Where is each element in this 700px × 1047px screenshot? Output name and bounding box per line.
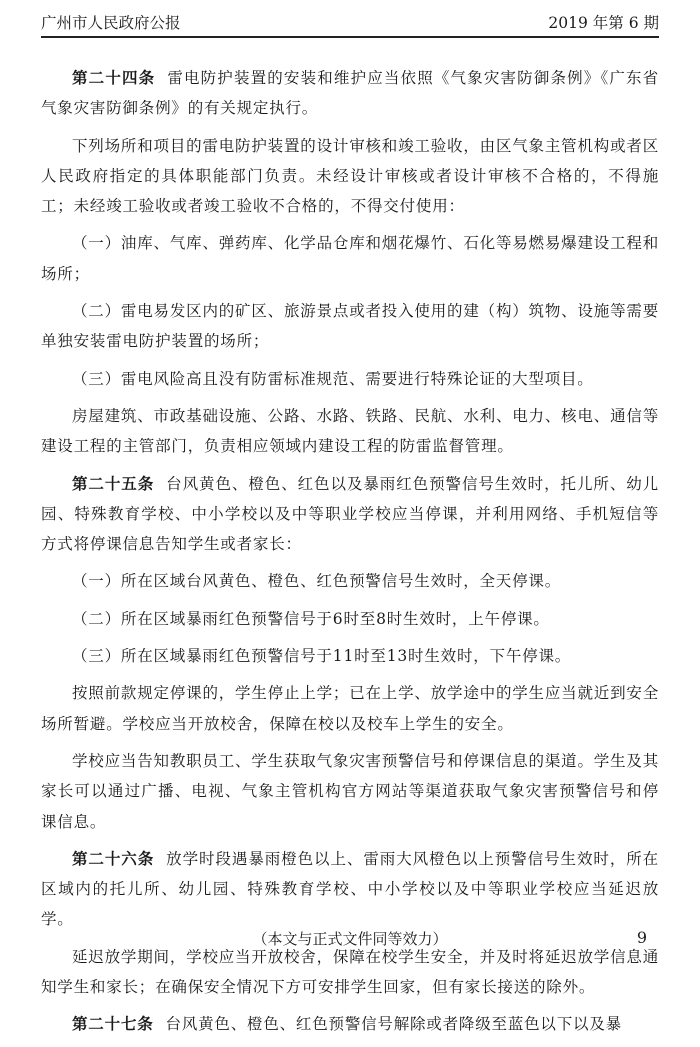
- paragraph-text: （二）所在区域暴雨红色预警信号于6时至8时生效时，上午停课。: [72, 609, 550, 628]
- paragraph-text: 台风黄色、橙色、红色预警信号解除或者降级至蓝色以下以及暴: [165, 1015, 622, 1034]
- article-25: [41, 469, 659, 560]
- paragraph-text: 学校应当告知教职员工、学生获取气象灾害预警信号和停课信息的渠道。学生及其家长可以通过广播、电视、气象主管机构官方网站等渠道获取气象灾害预警信号和停课信息。: [41, 751, 659, 831]
- list-item: [41, 364, 659, 394]
- paragraph-text: 房屋建筑、市政基础设施、公路、水路、铁路、民航、水利、电力、核电、通信等建设工程的主管部门，负责相应领域内建设工程的防雷监督管理。: [41, 406, 659, 456]
- footer-note: （本文与正式文件同等效力）: [252, 930, 448, 948]
- issue-number: 2019 年第 6 期: [548, 14, 659, 32]
- paragraph-text: 雷电防护装置的安装和维护应当依照《气象灾害防御条例》《广东省气象灾害防御条例》的有关规定执行。: [41, 69, 659, 118]
- paragraph-text: 台风黄色、橙色、红色以及暴雨红色预警信号生效时，托儿所、幼儿园、特殊教育学校、中小学校以及中等职业学校应当停课，并利用网络、手机短信等方式将停课信息告知学生或者家长：: [41, 474, 659, 554]
- paragraph-text: （二）雷电易发区内的矿区、旅游景点或者投入使用的建（构）筑物、设施等需要单独安装雷电防护装置的场所；: [41, 302, 659, 351]
- article-title: 第二十四条: [72, 68, 156, 87]
- paragraph: [41, 131, 659, 222]
- list-item: [41, 604, 659, 634]
- paragraph-text: 延迟放学期间，学校应当开放校舍，保障在校学生安全，并及时将延迟放学信息通知学生和家长；在确保安全情况下方可安排学生回家，但有家长接送的除外。: [41, 947, 659, 997]
- paragraph: [41, 401, 659, 462]
- article-title: 第二十七条: [72, 1014, 154, 1034]
- article-title: 第二十六条: [72, 848, 155, 868]
- paragraph-text: （三）雷电风险高且没有防雷标准规范、需要进行特殊论证的大型项目。: [72, 369, 594, 388]
- paragraph-text: （一）油库、气库、弹药库、化学品仓库和烟花爆竹、石化等易燃易爆建设工程和场所；: [41, 234, 659, 283]
- list-item: [41, 566, 659, 596]
- paragraph-text: 放学时段遇暴雨橙色以上、雷雨大风橙色以上预警信号生效时，所在区域内的托儿所、幼儿园、特殊教育学校、中小学校以及中等职业学校应当延迟放学。: [41, 849, 659, 929]
- article-27: [41, 1009, 659, 1039]
- list-item: [41, 296, 659, 357]
- paragraph: [41, 678, 659, 739]
- article-26: [41, 844, 659, 935]
- article-24: [41, 63, 659, 124]
- article-title: 第二十五条: [72, 473, 155, 493]
- paragraph-text: 下列场所和项目的雷电防护装置的设计审核和竣工验收，由区气象主管机构或者区人民政府指定的具体职能部门负责。未经设计审核或者设计审核不合格的，不得施工；未经竣工验收或者竣工验收不合格的，不得交付使用：: [41, 136, 659, 216]
- page-number: 9: [636, 928, 647, 947]
- paragraph-text: （三）所在区域暴雨红色预警信号于11时至13时生效时，下午停课。: [72, 647, 572, 666]
- paragraph-text: （一）所在区域台风黄色、橙色、红色预警信号生效时，全天停课。: [72, 572, 562, 591]
- page-header: [41, 8, 659, 38]
- paragraph-text: 按照前款规定停课的，学生停止上学；已在上学、放学途中的学生应当就近到安全场所暂避。学校应当开放校舍，保障在校以及校车上学生的安全。: [41, 684, 659, 733]
- document-body: [41, 63, 659, 1047]
- list-item: [41, 641, 659, 671]
- list-item: [41, 228, 659, 289]
- paragraph: [41, 942, 659, 1003]
- paragraph: [41, 746, 659, 837]
- publication-title: 广州市人民政府公报: [41, 14, 181, 32]
